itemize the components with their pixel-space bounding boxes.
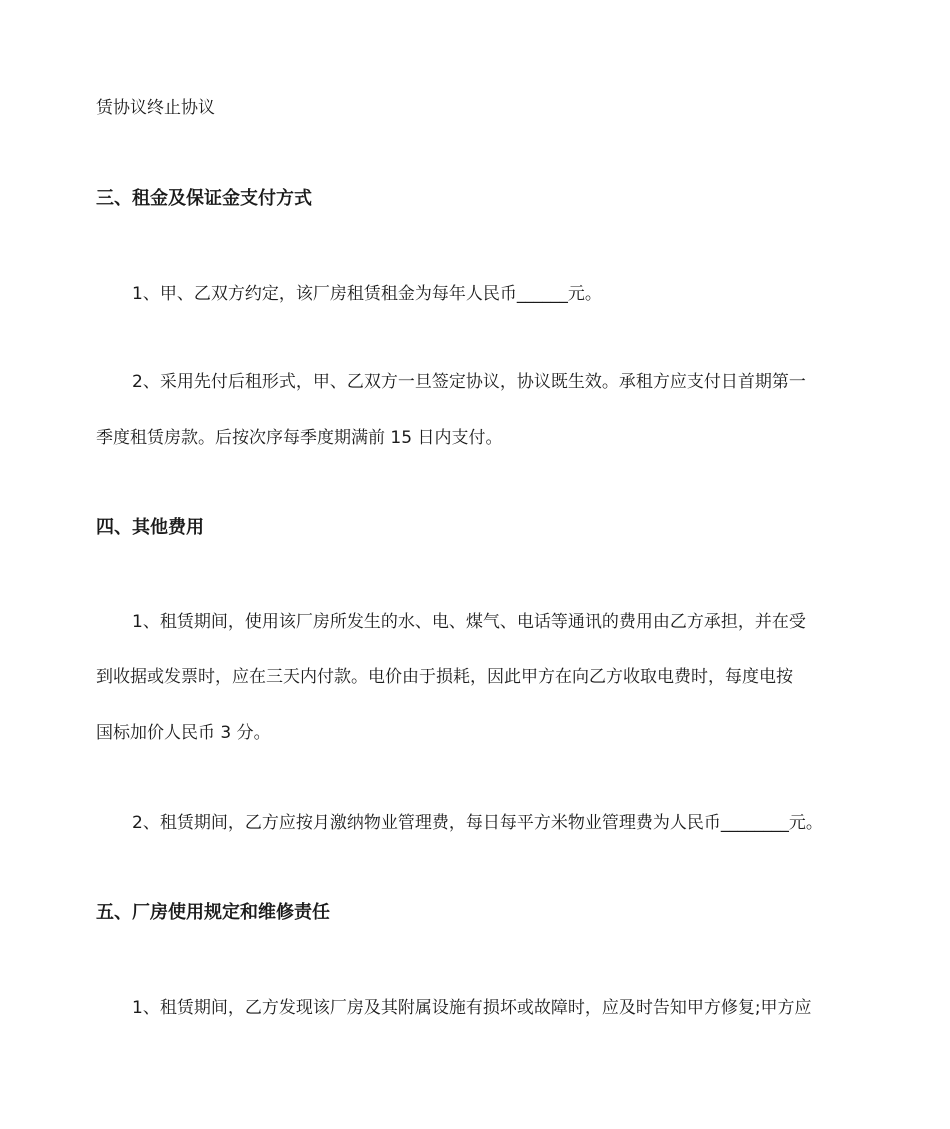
section-4-heading: 四、其他费用 bbox=[96, 517, 204, 538]
section-5-paragraph-1-line-1: 1、租赁期间，乙方发现该厂房及其附属设施有损坏或故障时，应及时告知甲方修复;甲方应 bbox=[132, 998, 812, 1018]
section-3-heading: 三、租金及保证金支付方式 bbox=[96, 188, 312, 209]
section-3-paragraph-2-line-1: 2、采用先付后租形式，甲、乙双方一旦签定协议，协议既生效。承租方应支付日首期第一 bbox=[132, 372, 806, 392]
section-4-paragraph-1-line-2: 到收据或发票时，应在三天内付款。电价由于损耗，因此甲方在向乙方收取电费时，每度电按 bbox=[96, 667, 793, 687]
section-4-paragraph-2: 2、租赁期间，乙方应按月激纳物业管理费，每日每平方米物业管理费为人民币________元。 bbox=[132, 813, 823, 833]
section-4-paragraph-1-line-1: 1、租赁期间，使用该厂房所发生的水、电、煤气、电话等通讯的费用由乙方承担，并在受 bbox=[132, 612, 806, 632]
section-3-paragraph-2-line-2: 季度租赁房款。后按次序每季度期满前 15 日内支付。 bbox=[96, 428, 503, 448]
section-3-paragraph-1: 1、甲、乙双方约定，该厂房租赁租金为每年人民币______元。 bbox=[132, 284, 602, 304]
section-5-heading: 五、厂房使用规定和维修责任 bbox=[96, 902, 330, 923]
continuation-text: 赁协议终止协议 bbox=[96, 98, 215, 118]
section-4-paragraph-1-line-3: 国标加价人民币 3 分。 bbox=[96, 723, 271, 743]
